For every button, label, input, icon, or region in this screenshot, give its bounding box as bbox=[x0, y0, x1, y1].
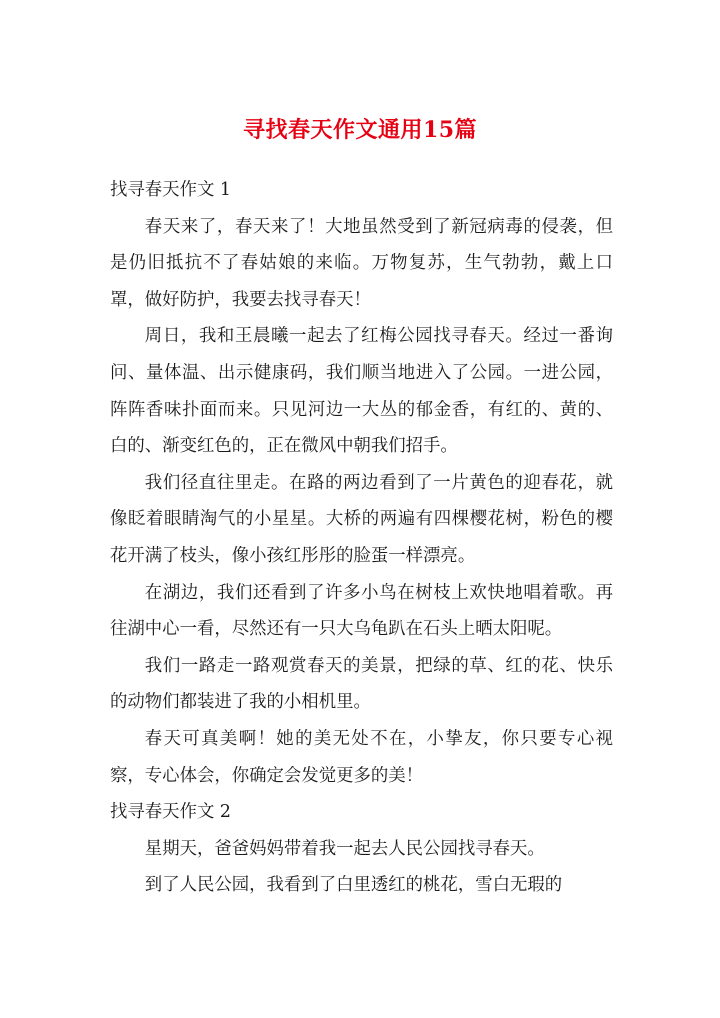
paragraph: 春天来了，春天来了！大地虽然受到了新冠病毒的侵袭，但是仍旧抵抗不了春姑娘的来临。万物复苏，生气勃勃，戴上口罩，做好防护，我要去找寻春天！ bbox=[110, 216, 613, 310]
paragraph: 到了人民公园，我看到了白里透红的桃花，雪白无瑕的 bbox=[144, 875, 563, 896]
paragraph: 我们径直往里走。在路的两边看到了一片黄色的迎春花，就像眨着眼睛淘气的小星星。大桥的两遍有四棵樱花树，粉色的樱花开满了枝头，像小孩红彤彤的脸蛋一样漂亮。 bbox=[110, 472, 613, 566]
paragraph: 星期天，爸爸妈妈带着我一起去人民公园找寻春天。 bbox=[144, 838, 545, 859]
section-heading: 找寻春天作文 1 bbox=[110, 180, 231, 200]
section-heading: 找寻春天作文 2 bbox=[110, 802, 231, 823]
paragraph: 在湖边，我们还看到了许多小鸟在树枝上欢快地唱着歌。再往湖中心一看，尽然还有一只大乌龟趴在石头上晒太阳呢。 bbox=[110, 582, 613, 640]
paragraph: 我们一路走一路观赏春天的美景，把绿的草、红的花、快乐的动物们都装进了我的小相机里。 bbox=[110, 655, 613, 713]
paragraph: 春天可真美啊！她的美无处不在，小挚友，你只要专心视察，专心体会，你确定会发觉更多的美！ bbox=[110, 728, 613, 786]
paragraph: 周日，我和王晨曦一起去了红梅公园找寻春天。经过一番询问、量体温、出示健康码，我们顺当地进入了公园。一进公园，阵阵香味扑面而来。只见河边一大丛的郁金香，有红的、黄的、白的、渐变红色的，正在微风中朝我们招手。 bbox=[110, 326, 613, 457]
document-title: 寻找春天作文通用15篇 bbox=[242, 117, 478, 143]
document-body bbox=[110, 172, 613, 904]
